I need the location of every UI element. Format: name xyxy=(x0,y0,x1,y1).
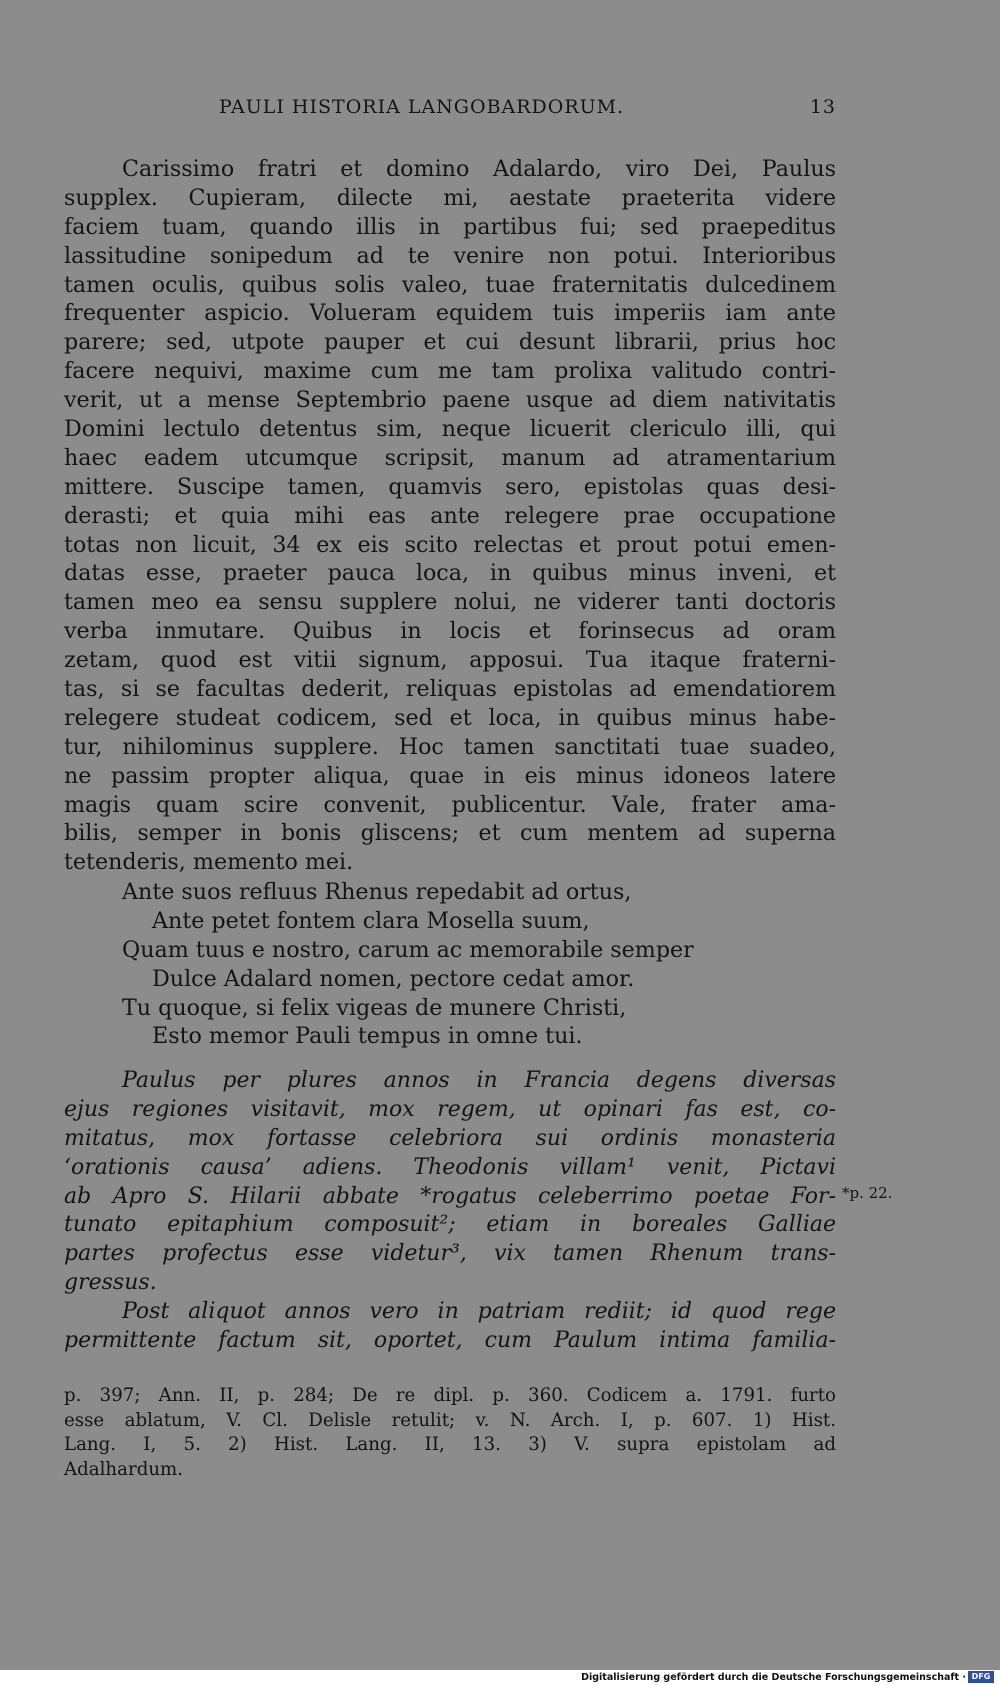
dfg-logo: DFG xyxy=(968,1671,994,1683)
letter-line: verba inmutare. Quibus in locis et forinsecus ad oram xyxy=(64,618,836,645)
letter-line: tur, nihilominus supplere. Hoc tamen sanctitati tuae suadeo, xyxy=(64,733,836,760)
letter-line: ne passim propter aliqua, quae in eis minus idoneos latere xyxy=(64,762,836,789)
verse-line: Quam tuus e nostro, carum ac memorabile semper xyxy=(122,936,694,963)
verse-block xyxy=(64,878,836,1051)
commentary-line: Post aliquot annos vero in patriam rediit; id quod rege xyxy=(122,1299,836,1325)
commentary-text xyxy=(64,1067,836,1356)
letter-line: datas esse, praeter pauca loca, in quibus minus inveni, et xyxy=(64,560,836,587)
letter-line: haec eadem utcumque scripsit, manum ad atramentarium xyxy=(64,444,836,471)
letter-line: facere nequivi, maxime cum me tam prolixa valitudo contri- xyxy=(64,358,836,385)
letter-line: bilis, semper in bonis gliscens; et cum mentem ad superna xyxy=(64,820,836,847)
letter-line: supplex. Cupieram, dilecte mi, aestate praeterita videre xyxy=(64,184,836,211)
commentary-line: Paulus per plures annos in Francia degens diversas xyxy=(122,1068,836,1093)
verse-line: Ante petet fontem clara Mosella suum, xyxy=(152,907,590,934)
letter-line: Carissimo fratri et domino Adalardo, viro Dei, Paulus xyxy=(122,156,836,182)
letter-line: relegere studeat codicem, sed et loca, in quibus minus habe- xyxy=(64,704,836,731)
letter-line: tamen meo ea sensu supplere nolui, ne viderer tanti doctoris xyxy=(64,589,836,616)
letter-text xyxy=(64,155,836,877)
digitization-credit-bar xyxy=(0,1670,1000,1685)
letter-line: tamen oculis, quibus solis valeo, tuae fraternitatis dulcedinem xyxy=(64,271,836,298)
running-header xyxy=(64,96,836,124)
footnote-line: Adalhardum. xyxy=(64,1458,184,1480)
commentary-line: gressus. xyxy=(64,1270,157,1296)
letter-line: lassitudine sonipedum ad te venire non potui. Interioribus xyxy=(64,242,836,269)
footnote-line: esse ablatum, V. Cl. Delisle retulit; v. N. Arch. I, p. 607. 1) Hist. xyxy=(64,1409,836,1431)
commentary-line: partes profectus esse videtur³, vix tamen Rhenum trans- xyxy=(64,1241,836,1267)
letter-line: parere; sed, utpote pauper et cui desunt librarii, prius hoc xyxy=(64,329,836,356)
verse-line: Dulce Adalard nomen, pectore cedat amor. xyxy=(152,965,635,992)
page-number: 13 xyxy=(809,96,836,118)
verse-line: Esto memor Pauli tempus in omne tui. xyxy=(152,1023,583,1050)
commentary-line: ejus regiones visitavit, mox regem, ut opinari fas est, co- xyxy=(64,1096,836,1122)
commentary-line: mitatus, mox fortasse celebriora sui ordinis monasteria xyxy=(64,1125,836,1151)
commentary-line: ‘orationis causa’ adiens. Theodonis villam¹ venit, Pictavi xyxy=(64,1154,836,1180)
letter-line: tetenderis, memento mei. xyxy=(64,849,354,876)
letter-line: Domini lectulo detentus sim, neque licuerit clericulo illi, qui xyxy=(64,416,836,443)
footnote-line: p. 397; Ann. II, p. 284; De re dipl. p. 360. Codicem a. 1791. furto xyxy=(64,1385,836,1406)
letter-line: magis quam scire convenit, publicentur. Vale, frater ama- xyxy=(64,791,836,818)
letter-line: tas, si se facultas dederit, reliquas epistolas ad emendatiorem xyxy=(64,676,836,703)
margin-page-reference: *p. 22. xyxy=(842,1184,893,1202)
commentary-line: permittente factum sit, oportet, cum Paulum intima familia- xyxy=(64,1328,836,1354)
letter-line: verit, ut a mense Septembrio paene usque ad diem nativitatis xyxy=(64,387,836,414)
credit-text: Digitalisierung gefördert durch die Deutsche Forschungsgemeinschaft · xyxy=(581,1671,966,1683)
verse-line: Tu quoque, si felix vigeas de munere Christi, xyxy=(122,994,627,1021)
commentary-line: ab Apro S. Hilarii abbate *rogatus celeberrimo poetae For- xyxy=(64,1183,836,1209)
footnote-line: Lang. I, 5. 2) Hist. Lang. II, 13. 3) V. supra epistolam ad xyxy=(64,1434,836,1456)
letter-line: frequenter aspicio. Volueram equidem tuis imperiis iam ante xyxy=(64,300,836,327)
letter-line: faciem tuam, quando illis in partibus fui; sed praepeditus xyxy=(64,213,836,240)
letter-line: derasti; et quia mihi eas ante relegere prae occupatione xyxy=(64,502,836,529)
verse-line: Ante suos refluus Rhenus repedabit ad ortus, xyxy=(122,879,632,905)
letter-line: totas non licuit, 34 ex eis scito relectas et prout potui emen- xyxy=(64,531,836,558)
commentary-line: tunato epitaphium composuit²; etiam in boreales Galliae xyxy=(64,1212,836,1238)
running-title: PAULI HISTORIA LANGOBARDORUM. xyxy=(219,96,625,118)
letter-line: zetam, quod est vitii signum, apposui. Tua itaque fraterni- xyxy=(64,647,836,674)
footnotes xyxy=(64,1384,836,1482)
letter-line: mittere. Suscipe tamen, quamvis sero, epistolas quas desi- xyxy=(64,473,836,500)
